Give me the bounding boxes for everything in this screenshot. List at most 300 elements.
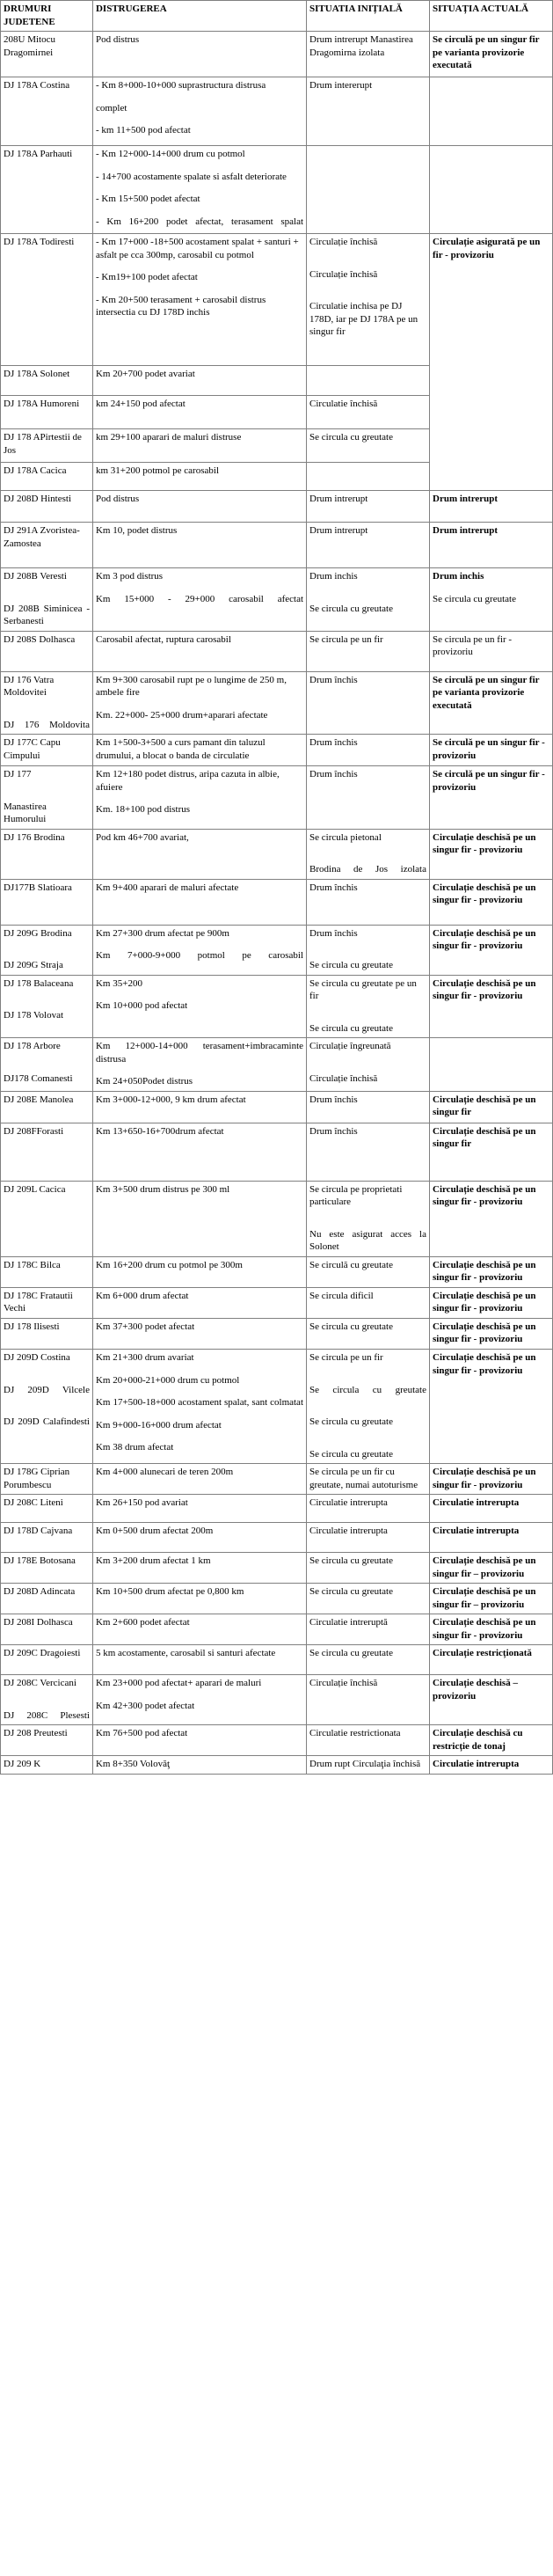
table-row bbox=[1, 523, 553, 568]
table-header bbox=[1, 1, 553, 32]
current-situation-text: Circulație deschisă – provizoriu bbox=[433, 1678, 518, 1701]
damage-cell bbox=[92, 975, 306, 1038]
current-situation-cell bbox=[430, 631, 553, 671]
table-row bbox=[1, 1181, 553, 1256]
current-situation-text: Circulație deschisă pe un singur fir – provizoriu bbox=[433, 1555, 536, 1579]
road-cell bbox=[1, 32, 93, 77]
road-cell bbox=[1, 1495, 93, 1523]
damage-line: Km. 18+100 pod distrus bbox=[95, 804, 191, 816]
damage-line: Pod km 46+700 avariat, bbox=[95, 831, 189, 843]
table-row bbox=[1, 491, 553, 523]
header-row bbox=[1, 1, 553, 32]
road-name-secondary: DJ 209G Straja bbox=[4, 960, 63, 971]
damage-cell bbox=[92, 1756, 306, 1775]
damage-cell bbox=[92, 1287, 306, 1318]
road-name: DJ 178A Humoreni bbox=[4, 399, 80, 410]
table-row bbox=[1, 146, 553, 234]
current-situation-cell bbox=[430, 1725, 553, 1756]
damage-line: Km 9+300 carosabil rupt pe o lungime de 250 m, ambele fire bbox=[95, 674, 287, 699]
current-situation-text: Circulatie intrerupta bbox=[433, 1526, 520, 1537]
damage-cell bbox=[92, 523, 306, 568]
table-row bbox=[1, 671, 553, 735]
current-situation-text: Se circulă pe un singur fir pe varianta provizorie executată bbox=[433, 34, 540, 71]
road-cell bbox=[1, 975, 93, 1038]
road-name: DJ 209G Brodina bbox=[4, 927, 72, 939]
initial-situation-cell bbox=[307, 1349, 430, 1463]
initial-situation-line: Drum închis bbox=[309, 882, 358, 893]
damage-cell bbox=[92, 77, 306, 146]
table-row bbox=[1, 77, 553, 146]
damage-line: Km 3+000-12+000, 9 km drum afectat bbox=[95, 1094, 246, 1105]
damage-cell bbox=[92, 1645, 306, 1675]
road-name: DJ 177 bbox=[4, 769, 32, 780]
road-name: DJ 208C Vercicani bbox=[4, 1678, 76, 1689]
road-cell bbox=[1, 1349, 93, 1463]
damage-line: Km 26+150 pod avariat bbox=[95, 1497, 188, 1509]
table-row bbox=[1, 1614, 553, 1645]
table-row bbox=[1, 1584, 553, 1614]
initial-situation-line: Circulație închisă bbox=[309, 1678, 378, 1689]
table-row bbox=[1, 1256, 553, 1287]
initial-situation-cell bbox=[307, 32, 430, 77]
initial-situation-line: Nu este asigurat acces la Solonet bbox=[309, 1228, 426, 1253]
damage-line: - Km 15+500 podet afectat bbox=[95, 194, 200, 205]
road-name-secondary: DJ 178 Volovat bbox=[4, 1010, 64, 1021]
table-row bbox=[1, 925, 553, 975]
initial-situation-line: Se circula cu greutate bbox=[309, 1448, 393, 1460]
initial-situation-cell bbox=[307, 766, 430, 830]
initial-situation-line: Se circula pe un fir bbox=[309, 1351, 383, 1363]
damage-line: Km 35+200 bbox=[95, 977, 142, 989]
road-cell bbox=[1, 735, 93, 766]
current-situation-cell bbox=[430, 1318, 553, 1349]
current-situation-text: Drum intrerupt bbox=[433, 494, 498, 505]
initial-situation-line: Se circula pe proprietati particulare bbox=[309, 1183, 403, 1208]
column-header-initial: SITUATIA INIȚIALĂ bbox=[307, 1, 430, 32]
current-situation-text-secondary: Se circula cu greutate bbox=[433, 593, 516, 604]
damage-line: - Km 16+200 podet afectat, terasament spalat bbox=[95, 216, 304, 227]
road-name: DJ 209 K bbox=[4, 1759, 41, 1770]
initial-situation-line: Se circula pe un fir bbox=[309, 633, 383, 645]
current-situation-text: Drum intrerupt bbox=[433, 525, 498, 537]
initial-situation-line: Drum închis bbox=[309, 674, 358, 685]
damage-cell bbox=[92, 1725, 306, 1756]
road-cell bbox=[1, 1287, 93, 1318]
current-situation-cell bbox=[430, 975, 553, 1038]
road-name: DJ 208 Preutesti bbox=[4, 1728, 68, 1739]
initial-situation-cell bbox=[307, 366, 430, 396]
initial-situation-cell bbox=[307, 1675, 430, 1725]
damage-line: Km 6+000 drum afectat bbox=[95, 1290, 189, 1301]
table-row bbox=[1, 1495, 553, 1523]
road-cell bbox=[1, 1523, 93, 1553]
road-name: DJ 178 Arbore bbox=[4, 1041, 61, 1052]
road-name: DJ 178 Balaceana bbox=[4, 977, 74, 989]
current-situation-cell bbox=[430, 1553, 553, 1584]
damage-line: Km 9+000-16+000 drum afectat bbox=[95, 1419, 222, 1431]
initial-situation-line: Circulatie intreruptă bbox=[309, 1617, 388, 1628]
damage-cell bbox=[92, 631, 306, 671]
initial-situation-cell bbox=[307, 1756, 430, 1775]
damage-line: km 29+100 aparari de maluri distruse bbox=[95, 432, 242, 443]
initial-situation-line: Circulație închisă bbox=[309, 268, 378, 280]
table-row bbox=[1, 829, 553, 879]
initial-situation-cell bbox=[307, 463, 430, 491]
road-cell bbox=[1, 631, 93, 671]
current-situation-cell bbox=[430, 1495, 553, 1523]
initial-situation-cell bbox=[307, 1091, 430, 1123]
current-situation-text: Circulație restricționată bbox=[433, 1648, 532, 1659]
current-situation-cell bbox=[430, 735, 553, 766]
initial-situation-cell bbox=[307, 975, 430, 1038]
initial-situation-cell bbox=[307, 1287, 430, 1318]
damage-line: Km 21+300 drum avariat bbox=[95, 1351, 194, 1363]
road-name: DJ 176 Vatra Moldovitei bbox=[4, 674, 55, 699]
road-name: DJ 178A Todiresti bbox=[4, 237, 75, 248]
damage-line: Km 3 pod distrus bbox=[95, 571, 164, 582]
initial-situation-line: Circulatie închisă bbox=[309, 399, 378, 410]
initial-situation-cell bbox=[307, 1645, 430, 1675]
current-situation-cell bbox=[430, 1123, 553, 1181]
damage-line: Km 27+300 drum afectat pe 900m bbox=[95, 927, 229, 939]
road-name: DJ 178A Solonet bbox=[4, 369, 70, 380]
table-row bbox=[1, 1725, 553, 1756]
initial-situation-line: Se circula cu greutate pe un fir bbox=[309, 977, 417, 1002]
road-cell bbox=[1, 1584, 93, 1614]
current-situation-text: Circulație deschisă pe un singur fir - provizoriu bbox=[433, 1290, 536, 1314]
road-cell bbox=[1, 671, 93, 735]
road-name: DJ 178A Parhauti bbox=[4, 149, 73, 160]
current-situation-text: Se circulă pe un singur fir pe varianta provizorie executată bbox=[433, 674, 540, 711]
current-situation-text: Circulatie intrerupta bbox=[433, 1759, 520, 1770]
initial-situation-cell bbox=[307, 671, 430, 735]
initial-situation-cell bbox=[307, 568, 430, 632]
initial-situation-line: Se circula cu greutate bbox=[309, 432, 393, 443]
road-cell bbox=[1, 366, 93, 396]
damage-line: Km 20+000-21+000 drum cu potmol bbox=[95, 1374, 240, 1386]
road-cell bbox=[1, 1091, 93, 1123]
table-row bbox=[1, 735, 553, 766]
current-situation-cell bbox=[430, 1614, 553, 1645]
road-name-secondary: DJ 209D Vilcele bbox=[4, 1384, 90, 1395]
table-row bbox=[1, 1318, 553, 1349]
initial-situation-cell bbox=[307, 1464, 430, 1495]
road-name: 208U Mitocu Dragomirnei bbox=[4, 34, 55, 58]
current-situation-cell bbox=[430, 1287, 553, 1318]
road-name: DJ 176 Brodina bbox=[4, 831, 65, 843]
initial-situation-line: Se circula dificil bbox=[309, 1290, 374, 1301]
table-row bbox=[1, 1091, 553, 1123]
initial-situation-line: Drum intrerupt bbox=[309, 525, 368, 537]
current-situation-cell bbox=[430, 491, 553, 523]
initial-situation-line: Se circula cu greutate bbox=[309, 1022, 393, 1034]
road-name: DJ 178G Ciprian Porumbescu bbox=[4, 1467, 70, 1490]
road-name-secondary: Manastirea Humorului bbox=[4, 801, 47, 825]
damage-line: Km 20+700 podet avariat bbox=[95, 369, 195, 380]
damage-line: Km 13+650-16+700drum afectat bbox=[95, 1125, 224, 1137]
current-situation-cell bbox=[430, 32, 553, 77]
road-cell bbox=[1, 1318, 93, 1349]
initial-situation-line: Circulație închisă bbox=[309, 237, 378, 248]
column-header-roads: DRUMURI JUDETENE bbox=[1, 1, 93, 32]
damage-line: - Km19+100 podet afectat bbox=[95, 272, 198, 283]
damage-cell bbox=[92, 146, 306, 234]
initial-situation-line: Drum intrerupt bbox=[309, 494, 368, 505]
damage-cell bbox=[92, 1614, 306, 1645]
damage-line: Km 7+000-9+000 potmol pe carosabil bbox=[95, 950, 304, 962]
initial-situation-cell bbox=[307, 491, 430, 523]
road-cell bbox=[1, 523, 93, 568]
current-situation-cell bbox=[430, 829, 553, 879]
initial-situation-line: Se circula pe un fir cu greutate, numai autoturisme bbox=[309, 1467, 418, 1490]
damage-cell bbox=[92, 671, 306, 735]
damage-line: Carosabil afectat, ruptura carosabil bbox=[95, 633, 231, 645]
current-situation-cell bbox=[430, 146, 553, 234]
table-row bbox=[1, 766, 553, 830]
damage-line: Km 0+500 drum afectat 200m bbox=[95, 1526, 214, 1537]
road-cell bbox=[1, 1123, 93, 1181]
damage-cell bbox=[92, 1181, 306, 1256]
road-name: DJ 208E Manolea bbox=[4, 1094, 74, 1105]
table-row bbox=[1, 234, 553, 366]
initial-situation-cell bbox=[307, 631, 430, 671]
damage-line: km 24+150 pod afectat bbox=[95, 399, 186, 410]
damage-cell bbox=[92, 766, 306, 830]
damage-cell bbox=[92, 735, 306, 766]
current-situation-text: Se circulă pe un singur fir - provizoriu bbox=[433, 737, 545, 761]
current-situation-cell bbox=[430, 1675, 553, 1725]
damage-cell bbox=[92, 1464, 306, 1495]
road-cell bbox=[1, 766, 93, 830]
road-cell bbox=[1, 1553, 93, 1584]
damage-cell bbox=[92, 1038, 306, 1092]
road-cell bbox=[1, 829, 93, 879]
initial-situation-line: Circulatie intrerupta bbox=[309, 1526, 388, 1537]
road-cell bbox=[1, 1181, 93, 1256]
road-name: DJ 178 APirtestii de Jos bbox=[4, 432, 82, 456]
table-row bbox=[1, 1038, 553, 1092]
initial-situation-cell bbox=[307, 1181, 430, 1256]
current-situation-cell bbox=[430, 925, 553, 975]
damage-line: 5 km acostamente, carosabil si santuri afectate bbox=[95, 1648, 276, 1659]
road-cell bbox=[1, 1038, 93, 1092]
road-cell bbox=[1, 1645, 93, 1675]
damage-line: Km 10, podet distrus bbox=[95, 525, 178, 537]
damage-line: Km 37+300 podet afectat bbox=[95, 1321, 195, 1332]
damage-line: Km 15+000 - 29+000 carosabil afectat bbox=[95, 593, 304, 604]
damage-line: Km 23+000 pod afectat+ aparari de maluri bbox=[95, 1678, 262, 1689]
initial-situation-line: Se circula cu greutate bbox=[309, 1384, 426, 1395]
table-row bbox=[1, 32, 553, 77]
initial-situation-cell bbox=[307, 146, 430, 234]
current-situation-text: Circulație deschisă pe un singur fir - provizoriu bbox=[433, 1467, 536, 1490]
damage-line: Pod distrus bbox=[95, 34, 140, 46]
current-situation-text: Circulație deschisă pe un singur fir - provizoriu bbox=[433, 1351, 536, 1376]
damage-line: - km 11+500 pod afectat bbox=[95, 125, 191, 136]
damage-line: Km 12+000-14+000 terasament+imbracaminte distrusa bbox=[95, 1041, 304, 1065]
initial-situation-line: Se circula cu greutate bbox=[309, 1555, 393, 1567]
table-row bbox=[1, 879, 553, 925]
current-situation-cell bbox=[430, 879, 553, 925]
table-row bbox=[1, 1523, 553, 1553]
damage-line: Km 2+600 podet afectat bbox=[95, 1617, 190, 1628]
damage-line: Km 8+350 Volovăţ bbox=[95, 1759, 171, 1770]
damage-line: Km 1+500-3+500 a curs pamant din taluzul drumului, a blocat o banda de circulatie bbox=[95, 737, 266, 761]
current-situation-cell bbox=[430, 1464, 553, 1495]
initial-situation-line: Circulatie inchisa pe DJ 178D, iar pe DJ 178A pe un singur fir bbox=[309, 301, 418, 338]
road-name: DJ 208B Veresti bbox=[4, 571, 67, 582]
damage-line: - Km 8+000-10+000 suprastructura distrusa bbox=[95, 80, 266, 91]
current-situation-cell bbox=[430, 1181, 553, 1256]
current-situation-cell bbox=[430, 234, 553, 491]
road-cell bbox=[1, 491, 93, 523]
initial-situation-line: Drum închis bbox=[309, 769, 358, 780]
road-cell bbox=[1, 463, 93, 491]
table-row bbox=[1, 1756, 553, 1775]
current-situation-text: Circulație deschisă pe un singur fir - provizoriu bbox=[433, 831, 536, 856]
current-situation-cell bbox=[430, 1256, 553, 1287]
road-name: DJ 178A Cacica bbox=[4, 465, 67, 477]
initial-situation-cell bbox=[307, 523, 430, 568]
current-situation-text: Drum inchis bbox=[433, 571, 484, 582]
initial-situation-cell bbox=[307, 1614, 430, 1645]
initial-situation-line: Circulatie intrerupta bbox=[309, 1497, 388, 1509]
damage-line: Km 17+500-18+000 acostament spalat, sant colmatat bbox=[95, 1397, 304, 1409]
damage-cell bbox=[92, 32, 306, 77]
damage-line: Km 16+200 drum cu potmol pe 300m bbox=[95, 1259, 243, 1270]
damage-cell bbox=[92, 1495, 306, 1523]
road-cell bbox=[1, 429, 93, 463]
road-cell bbox=[1, 1464, 93, 1495]
road-name: DJ 209C Dragoiesti bbox=[4, 1648, 81, 1659]
road-name-tertiary: DJ 209D Calafindesti bbox=[4, 1416, 90, 1428]
damage-cell bbox=[92, 1349, 306, 1463]
table-row bbox=[1, 1464, 553, 1495]
initial-situation-line: Se circula cu greutate bbox=[309, 1586, 393, 1598]
damage-line: Km 10+000 pod afectat bbox=[95, 1000, 188, 1012]
initial-situation-line: Drum închis bbox=[309, 1094, 358, 1105]
road-name-secondary: DJ 208B Siminicea -Serbanesti bbox=[4, 603, 90, 627]
current-situation-text: Se circulă pe un singur fir - provizoriu bbox=[433, 769, 545, 793]
damage-cell bbox=[92, 463, 306, 491]
current-situation-cell bbox=[430, 1756, 553, 1775]
current-situation-text: Circulație deschisă pe un singur fir - provizoriu bbox=[433, 1617, 536, 1641]
road-cell bbox=[1, 1725, 93, 1756]
initial-situation-cell bbox=[307, 879, 430, 925]
current-situation-text: Circulație deschisă pe un singur fir bbox=[433, 1125, 536, 1150]
current-situation-cell bbox=[430, 1645, 553, 1675]
table-row bbox=[1, 1349, 553, 1463]
current-situation-cell bbox=[430, 1349, 553, 1463]
initial-situation-cell bbox=[307, 1523, 430, 1553]
road-name: DJ 178 Ilisesti bbox=[4, 1321, 60, 1332]
damage-cell bbox=[92, 1091, 306, 1123]
initial-situation-line: Drum rupt Circulaţia închisă bbox=[309, 1759, 421, 1770]
road-name: DJ177B Slatioara bbox=[4, 882, 72, 893]
damage-line: Km. 22+000- 25+000 drum+aparari afectate bbox=[95, 709, 268, 721]
damage-line: - Km 17+000 -18+500 acostament spalat + santuri + asfalt pe cca 300mp, carosabil cu potmol bbox=[95, 237, 299, 260]
initial-situation-line: Drum inchis bbox=[309, 571, 358, 582]
road-name: DJ 208D Adincata bbox=[4, 1586, 76, 1598]
initial-situation-line: Drum închis bbox=[309, 737, 358, 749]
damage-line: Km 4+000 alunecari de teren 200m bbox=[95, 1467, 234, 1478]
current-situation-text: Circulație deschisă pe un singur fir - provizoriu bbox=[433, 927, 536, 952]
column-header-damage: DISTRUGEREA bbox=[92, 1, 306, 32]
initial-situation-line: Circulație închisă bbox=[309, 1072, 378, 1084]
damage-cell bbox=[92, 829, 306, 879]
initial-situation-line: Se circulă cu greutate bbox=[309, 1259, 393, 1270]
current-situation-text: Circulatie intrerupta bbox=[433, 1497, 520, 1509]
road-name: DJ 178D Cajvana bbox=[4, 1526, 73, 1537]
current-situation-cell bbox=[430, 1091, 553, 1123]
initial-situation-cell bbox=[307, 429, 430, 463]
road-name-secondary: DJ 176 Moldovita bbox=[4, 719, 90, 730]
current-situation-text: Circulație deschisă pe un singur fir - provizoriu bbox=[433, 1183, 536, 1208]
damage-line: Km 3+200 drum afectat 1 km bbox=[95, 1555, 211, 1567]
current-situation-text: Circulație deschisă pe un singur fir - provizoriu bbox=[433, 977, 536, 1002]
road-name: DJ 208I Dolhasca bbox=[4, 1617, 73, 1628]
damage-line: Pod distrus bbox=[95, 494, 140, 505]
damage-cell bbox=[92, 1523, 306, 1553]
road-cell bbox=[1, 568, 93, 632]
damage-cell bbox=[92, 366, 306, 396]
damage-cell bbox=[92, 568, 306, 632]
current-situation-text: Circulație deschisă pe un singur fir – provizoriu bbox=[433, 1586, 536, 1610]
damage-line: Km 38 drum afectat bbox=[95, 1442, 174, 1453]
damage-line: - 14+700 acostamente spalate si asfalt deteriorate bbox=[95, 171, 287, 182]
initial-situation-line: Circulatie restrictionata bbox=[309, 1728, 401, 1739]
current-situation-cell bbox=[430, 1038, 553, 1092]
initial-situation-line: Circulație îngreunată bbox=[309, 1041, 391, 1052]
damage-cell bbox=[92, 1675, 306, 1725]
road-name: DJ 208C Liteni bbox=[4, 1497, 63, 1509]
current-situation-cell bbox=[430, 1523, 553, 1553]
damage-cell bbox=[92, 1553, 306, 1584]
road-name: DJ 178C Fratautii Vechi bbox=[4, 1290, 73, 1314]
road-cell bbox=[1, 1256, 93, 1287]
initial-situation-cell bbox=[307, 396, 430, 429]
damage-cell bbox=[92, 1256, 306, 1287]
current-situation-text: Circulație deschisă cu restricție de tonaj bbox=[433, 1728, 523, 1752]
road-name: DJ 208FForasti bbox=[4, 1125, 64, 1137]
current-situation-text: Circulație deschisă pe un singur fir bbox=[433, 1094, 536, 1118]
current-situation-cell bbox=[430, 1584, 553, 1614]
table-row bbox=[1, 975, 553, 1038]
table-row bbox=[1, 1645, 553, 1675]
damage-line: Km 10+500 drum afectat pe 0,800 km bbox=[95, 1586, 244, 1598]
table-row bbox=[1, 1553, 553, 1584]
road-cell bbox=[1, 234, 93, 366]
damage-cell bbox=[92, 491, 306, 523]
road-name-secondary: DJ 208C Plesesti bbox=[4, 1709, 90, 1721]
road-cell bbox=[1, 1675, 93, 1725]
damage-cell bbox=[92, 1123, 306, 1181]
initial-situation-cell bbox=[307, 925, 430, 975]
road-name: DJ 178E Botosana bbox=[4, 1555, 76, 1567]
damage-line: km 31+200 potmol pe carosabil bbox=[95, 465, 219, 477]
road-name: DJ 208S Dolhasca bbox=[4, 633, 76, 645]
initial-situation-line: Brodina de Jos izolata bbox=[309, 864, 426, 875]
road-name: DJ 178A Costina bbox=[4, 80, 70, 91]
damage-cell bbox=[92, 1584, 306, 1614]
initial-situation-line: Se circula cu greutate bbox=[309, 1648, 393, 1659]
damage-cell bbox=[92, 1318, 306, 1349]
initial-situation-cell bbox=[307, 1725, 430, 1756]
road-name-secondary: DJ178 Comanesti bbox=[4, 1072, 73, 1084]
damage-cell bbox=[92, 925, 306, 975]
road-cell bbox=[1, 396, 93, 429]
current-situation-text: Se circula pe un fir - provizoriu bbox=[433, 633, 513, 658]
